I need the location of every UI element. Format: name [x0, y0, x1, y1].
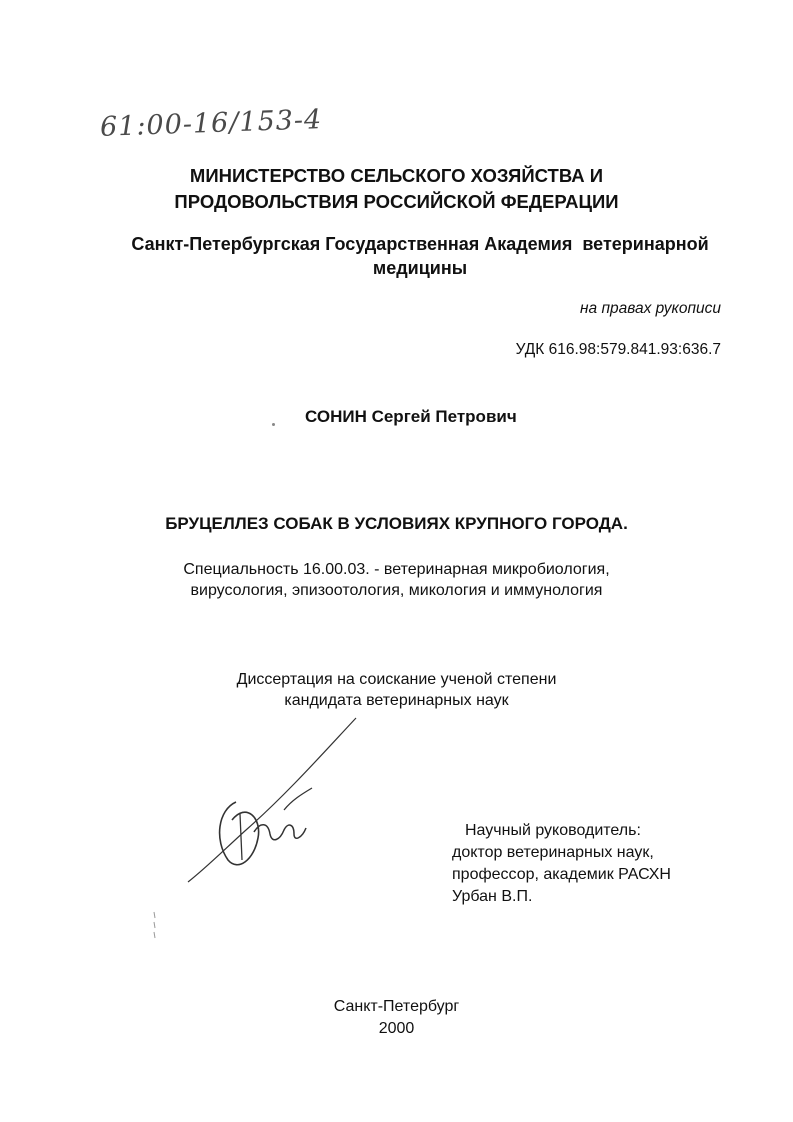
academy-line-2: медицины [372, 258, 468, 278]
academy-heading [120, 232, 720, 280]
supervisor-title: профессор, академик РАСХН [452, 866, 671, 883]
specialty [0, 559, 793, 601]
supervisor-block [452, 820, 671, 908]
supervisor-name: Урбан В.П. [452, 888, 533, 905]
manuscript-note: на правах рукописи [580, 300, 721, 317]
degree-line-1: Диссертация на соискание ученой степени [236, 671, 557, 688]
city-name: Санкт-Петербург [333, 998, 460, 1015]
degree-statement [0, 669, 793, 711]
udc-code: УДК 616.98:579.841.93:636.7 [515, 341, 721, 358]
author-name: СОНИН Сергей Петрович [305, 407, 517, 426]
archive-number: 61:00-16/153-4 [99, 104, 323, 143]
ministry-line-1: МИНИСТЕРСТВО СЕЛЬСКОГО ХОЗЯЙСТВА И [189, 165, 604, 186]
year: 2000 [378, 1020, 415, 1037]
academy-line-1: Санкт-Петербургская Государственная Академия ветеринарной [131, 234, 709, 254]
supervisor-heading: Научный руководитель: [465, 822, 641, 839]
signature-image [176, 710, 376, 890]
margin-mark [150, 910, 160, 940]
specialty-line-2: вирусология, эпизоотология, микология и иммунология [190, 582, 603, 599]
footer [0, 996, 793, 1040]
degree-line-2: кандидата ветеринарных наук [284, 692, 509, 709]
ministry-heading [0, 163, 793, 215]
specialty-line-1: Специальность 16.00.03. - ветеринарная микробиология, [183, 561, 610, 578]
ministry-line-2: ПРОДОВОЛЬСТВИЯ РОССИЙСКОЙ ФЕДЕРАЦИИ [174, 191, 619, 212]
dissertation-title: БРУЦЕЛЛЕЗ СОБАК В УСЛОВИЯХ КРУПНОГО ГОРОДА. [165, 514, 628, 533]
supervisor-degree: доктор ветеринарных наук, [452, 844, 654, 861]
scan-dot [272, 423, 275, 426]
